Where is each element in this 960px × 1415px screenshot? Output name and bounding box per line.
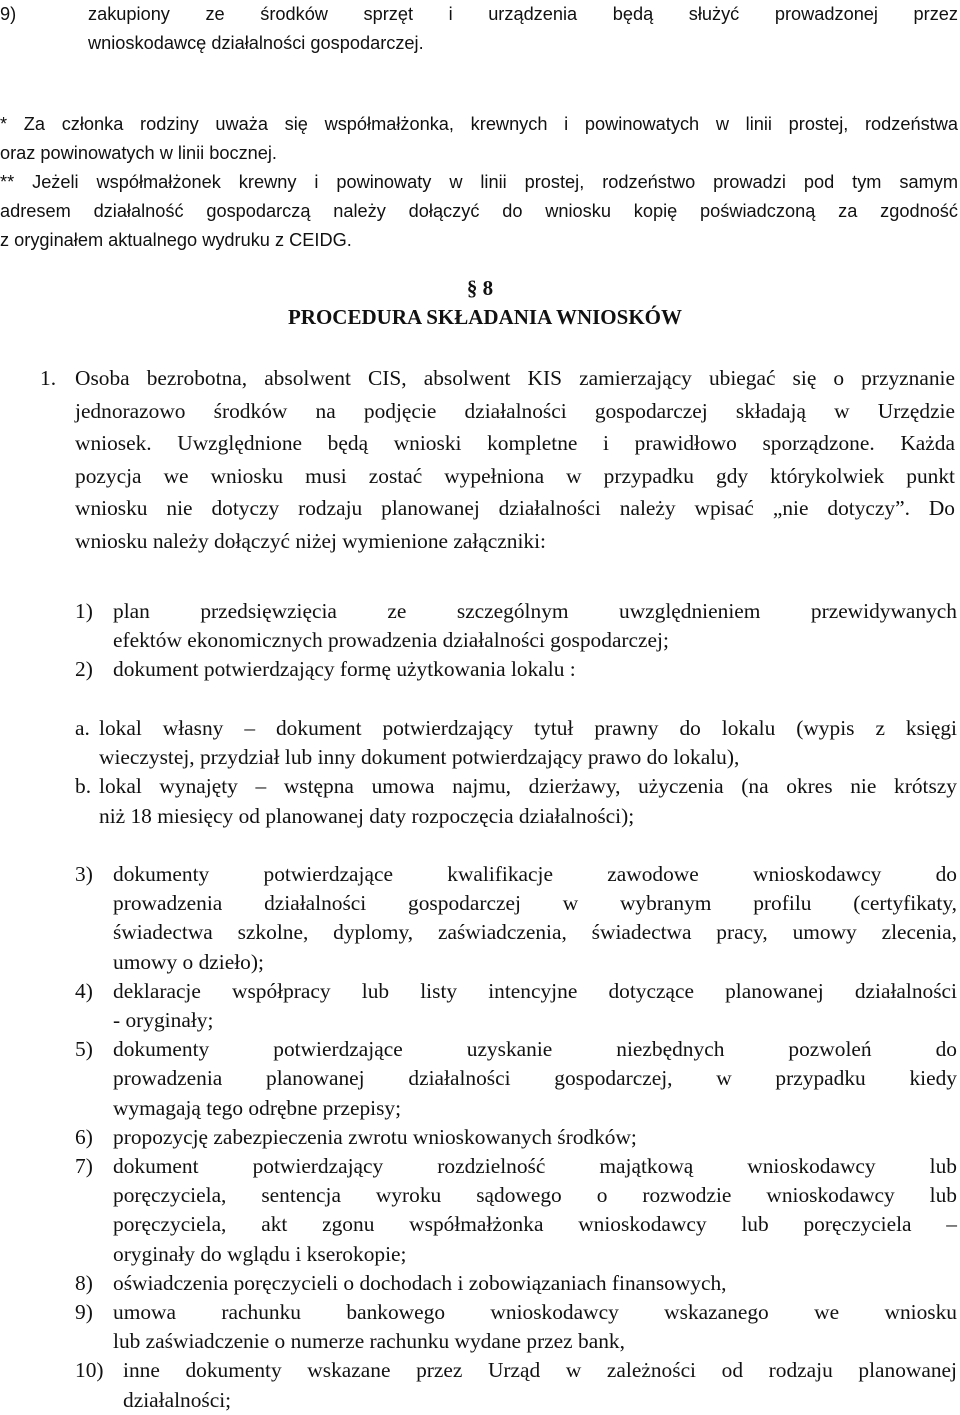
text-line: z oryginałem aktualnego wydruku z CEIDG. — [0, 230, 352, 250]
list-number: 6) — [75, 1124, 93, 1149]
list-item-text — [113, 1152, 957, 1269]
list-item — [75, 1035, 957, 1123]
text-line: oświadczenia poręczycieli o dochodach i zobowiązaniach finansowych, — [113, 1270, 727, 1295]
text-line: wniosku nie dotyczy rodzaju planowanej działalności należy wpisać „nie dotyczy”. Do — [75, 496, 955, 520]
premises-options — [75, 714, 957, 831]
list-item-text — [113, 597, 957, 655]
list-item — [75, 597, 957, 655]
list-number: 4) — [75, 978, 93, 1003]
text-line: lokal wynajęty – wstępna umowa najmu, dzierżawy, użyczenia (na okres nie krótszy — [99, 774, 957, 799]
list-item-text — [99, 714, 957, 772]
text-line: wniosek. Uwzględnione będą wnioski kompletne i prawidłowo sporządzone. Każda — [75, 431, 955, 455]
text-line: propozycję zabezpieczenia zwrotu wnioskowanych środków; — [113, 1124, 637, 1149]
text-line: wieczystej, przydział lub inny dokument potwierdzający prawo do lokalu), — [99, 745, 740, 770]
text-line: dokumenty potwierdzające uzyskanie niezbędnych pozwoleń do — [113, 1037, 957, 1062]
text-line: poręczyciela, akt zgonu współmałżonka wnioskodawcy lub poręczyciela – — [113, 1212, 957, 1237]
text-line: prowadzenia planowanej działalności gospodarczej, w przypadku kiedy — [113, 1066, 957, 1091]
text-line: dokumenty potwierdzające kwalifikacje zawodowe wnioskodawcy do — [113, 862, 957, 886]
attachments-list-b — [75, 860, 957, 1415]
text-line: - oryginały; — [113, 1008, 214, 1033]
list-number: 3) — [75, 862, 93, 886]
list-number: 9) — [75, 1300, 93, 1325]
text-line: wymagają tego odrębne przepisy; — [113, 1095, 402, 1120]
list-item-text — [113, 1269, 957, 1298]
list-item-text — [88, 0, 958, 58]
text-line: poręczyciela, sentencja wyroku sądowego o rozwodzie wnioskodawcy lub — [113, 1183, 957, 1208]
list-number: 10) — [75, 1358, 104, 1383]
list-number: 1) — [75, 599, 93, 623]
text-line: umowy o dzieło); — [113, 949, 264, 974]
list-item-text — [113, 655, 957, 684]
list-item — [75, 860, 957, 977]
list-item-9-top — [0, 0, 958, 58]
text-line: działalności; — [123, 1387, 232, 1412]
text-line: oryginały do wglądu i kserokopie; — [113, 1241, 407, 1266]
list-item — [75, 1152, 957, 1269]
list-number: 5) — [75, 1037, 93, 1062]
list-letter: b. — [75, 774, 92, 799]
text-line: Osoba bezrobotna, absolwent CIS, absolwent KIS zamierzający ubiegać się o przyznanie — [75, 366, 955, 390]
text-line: * Za członka rodziny uważa się współmałżonka, krewnych i powinowatych w linii prostej, rodzeństwa — [0, 114, 958, 134]
text-line: świadectwa szkolne, dyplomy, zaświadczenia, świadectwa pracy, umowy zlecenia, — [113, 920, 957, 945]
text-line: plan przedsięwzięcia ze szczególnym uwzględnieniem przewidywanych — [113, 599, 957, 623]
list-item-text — [113, 1035, 957, 1123]
list-item-text — [113, 860, 957, 977]
text-line: dokument potwierdzający rozdzielność majątkową wnioskodawcy lub — [113, 1154, 957, 1179]
text-line: wnioskodawcę działalności gospodarczej. — [88, 33, 424, 53]
list-number: 9) — [0, 4, 17, 24]
text-line: efektów ekonomicznych prowadzenia działalności gospodarczej; — [113, 628, 669, 653]
list-item-text — [113, 1298, 957, 1356]
text-line: prowadzenia działalności gospodarczej w wybranym profilu (certyfikaty, — [113, 891, 957, 916]
text-line: pozycja we wniosku musi zostać wypełniona w przypadku gdy którykolwiek punkt — [75, 463, 955, 488]
list-number: 7) — [75, 1154, 93, 1179]
list-item — [75, 1269, 957, 1298]
text-line: niż 18 miesięcy od planowanej daty rozpoczęcia działalności); — [99, 803, 635, 828]
list-item-text — [113, 977, 957, 1035]
text-line: lub zaświadczenie o numerze rachunku wydane przez bank, — [113, 1329, 625, 1354]
paragraph-number: 1. — [40, 366, 57, 390]
list-item-text — [123, 1356, 957, 1414]
list-item — [75, 977, 957, 1035]
text-line: lokal własny – dokument potwierdzający tytuł prawny do lokalu (wypis z księgi — [99, 716, 957, 740]
text-line: inne dokumenty wskazane przez Urząd w zależności od rodzaju planowanej — [123, 1358, 957, 1383]
text-line: jednorazowo środków na podjęcie działalności gospodarczej składają w Urzędzie — [75, 398, 955, 423]
text-line: ** Jeżeli współmałżonek krewny i powinowaty w linii prostej, rodzeństwo prowadzi pod tym samym — [0, 172, 958, 192]
text-line: umowa rachunku bankowego wnioskodawcy wskazanego we wniosku — [113, 1300, 957, 1325]
list-number: 8) — [75, 1270, 93, 1295]
text-line: oraz powinowatych w linii bocznej. — [0, 143, 277, 163]
list-item — [75, 772, 957, 830]
section-number: § 8 — [466, 276, 494, 300]
list-item — [75, 1298, 957, 1356]
footnote-family — [0, 110, 958, 168]
section-title: PROCEDURA SKŁADANIA WNIOSKÓW — [287, 305, 682, 329]
list-item — [75, 1123, 957, 1152]
list-item — [75, 714, 957, 772]
list-item — [75, 1356, 957, 1414]
text-line: zakupiony ze środków sprzęt i urządzenia będą służyć prowadzonej przez — [88, 4, 958, 24]
text-line: deklaracje współpracy lub listy intencyjne dotyczące planowanej działalności — [113, 978, 957, 1003]
list-letter: a. — [75, 716, 90, 740]
list-item-text — [99, 772, 957, 830]
list-item — [75, 655, 957, 684]
text-line: adresem działalność gospodarczą należy dołączyć do wniosku kopię poświadczoną za zgodność — [0, 201, 958, 221]
text-line: dokument potwierdzający formę użytkowania lokalu : — [113, 657, 576, 682]
paragraph-1 — [40, 362, 955, 557]
text-line: wniosku należy dołączyć niżej wymienione załączniki: — [75, 528, 547, 553]
list-number: 2) — [75, 657, 93, 682]
footnote-ceidg — [0, 168, 958, 255]
list-item-text — [113, 1123, 957, 1152]
paragraph-text — [75, 362, 955, 557]
attachments-list-a — [75, 597, 957, 685]
